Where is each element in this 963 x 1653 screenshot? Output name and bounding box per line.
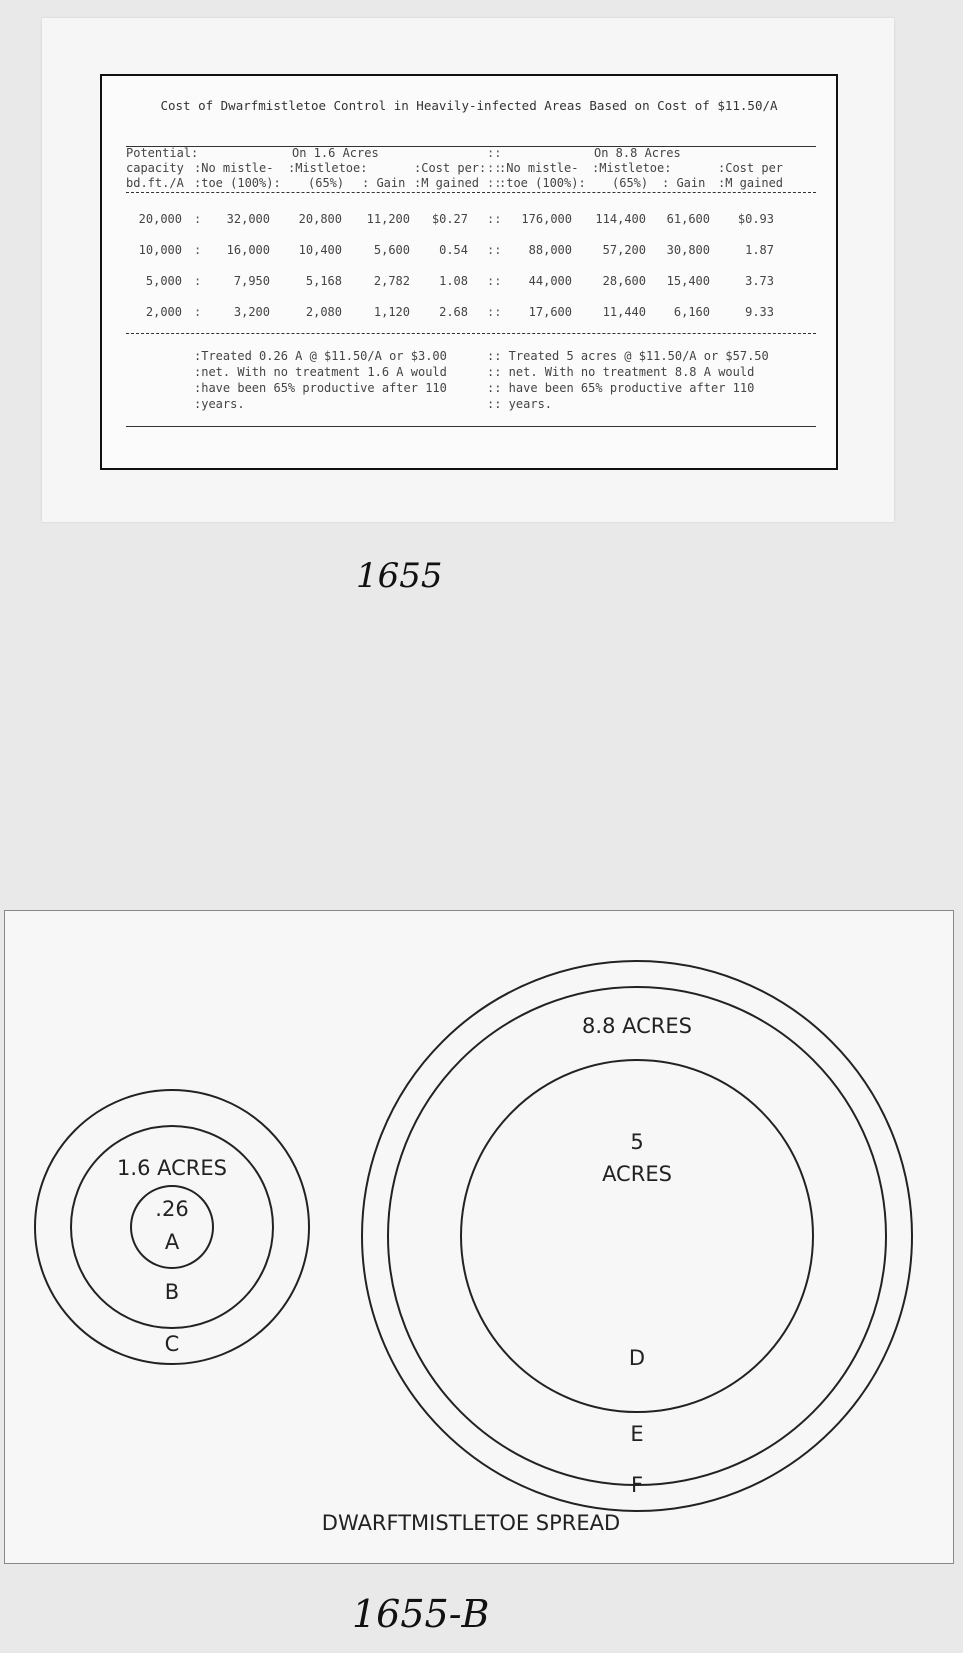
inner-right-unit: ACRES [602,1162,672,1186]
header-no-mistletoe-left: :No mistle- [194,161,274,175]
header-potential: Potential: [126,146,199,160]
diagram-caption: DWARFTMISTLETOE SPREAD [321,1511,621,1535]
header-no-mistletoe-right: :No mistle- [499,161,579,175]
group-left-label: On 1.6 Acres [292,146,379,160]
table-bottom-rule [126,426,816,427]
inner-right-value: 5 [630,1130,644,1154]
dwarfmistletoe-spread-diagram [5,911,953,1563]
label-f: F [630,1473,644,1497]
cost-table: Cost of Dwarfmistletoe Control in Heavily-infected Areas Based on Cost of $11.50/A Potential: On 1.6 Acres On 8.8 Acres :: capacity :No mistle- :Mistletoe: :Cost per: :: :No mistle- :Mistletoe: :Cost per bd.ft./A :toe (100%): (65%) : Gain :M gained :: :toe (100%): (65%) : Gain :M gained 20,000 : 32,000 20,800 11,200 $0.27 :: 176,000 114,400 61,600 $0.93 10,000 : 16,000 10,400 5,600 0.54 :: 88,000 57,200 30,800 1.87 5,000 : 7,950 5,168 2,782 1.08 :: 44,000 28,600 15,400 3.73 2,000 : 3,200 2,080 1,120 2.68 :: 17,600 11,440 6,160 9.33 :Treated 0.26 A @ $11.50/A or $3.00 :net. With no treatment 1.6 A would :have been 65% productive after 110 :years. :: Treated 5 acres @ $11.50/A or $57.50 :: net. With no treatment 8.8 A would :: have been 65% productive after 110 :: years. [100,74,838,470]
diagram-card [4,910,954,1564]
right-acres-label: 8.8 ACRES [582,1014,692,1038]
body-bottom-rule [126,333,816,334]
header-bottom-rule [126,192,816,193]
header-cost-per-right: :Cost per [718,161,784,175]
group-right-label: On 8.8 Acres [594,146,681,160]
header-mistletoe-right: :Mistletoe: [592,161,672,175]
group-divider: :: [487,146,502,160]
table-card [42,18,894,522]
inner-value-label: .26 [155,1197,189,1221]
table-title: Cost of Dwarfmistletoe Control in Heavily-infected Areas Based on Cost of $11.50/A [160,98,778,113]
label-b: B [164,1280,180,1304]
note-left: :Treated 0.26 A @ $11.50/A or $3.00 :net. With no treatment 1.6 A would :have been 65% productive after 110 :years. [194,349,447,411]
handwritten-number-bottom: 1655-B [352,1592,490,1636]
note-right: :: Treated 5 acres @ $11.50/A or $57.50 :: net. With no treatment 8.8 A would :: have been 65% productive after 110 :: years. [487,349,769,411]
left-acres-label: 1.6 ACRES [117,1156,227,1180]
circle-e [388,987,886,1485]
header-bdft: bd.ft./A [126,176,184,190]
header-capacity: capacity [126,161,184,175]
header-cost-per-left: :Cost per: [414,161,487,175]
handwritten-number-top: 1655 [356,556,443,596]
label-d: D [628,1346,646,1370]
label-e: E [630,1422,644,1446]
label-c: C [164,1332,180,1356]
header-mistletoe-left: :Mistletoe: [288,161,368,175]
circle-c [35,1090,309,1364]
label-a: A [164,1230,180,1254]
header-top-rule [126,146,816,147]
